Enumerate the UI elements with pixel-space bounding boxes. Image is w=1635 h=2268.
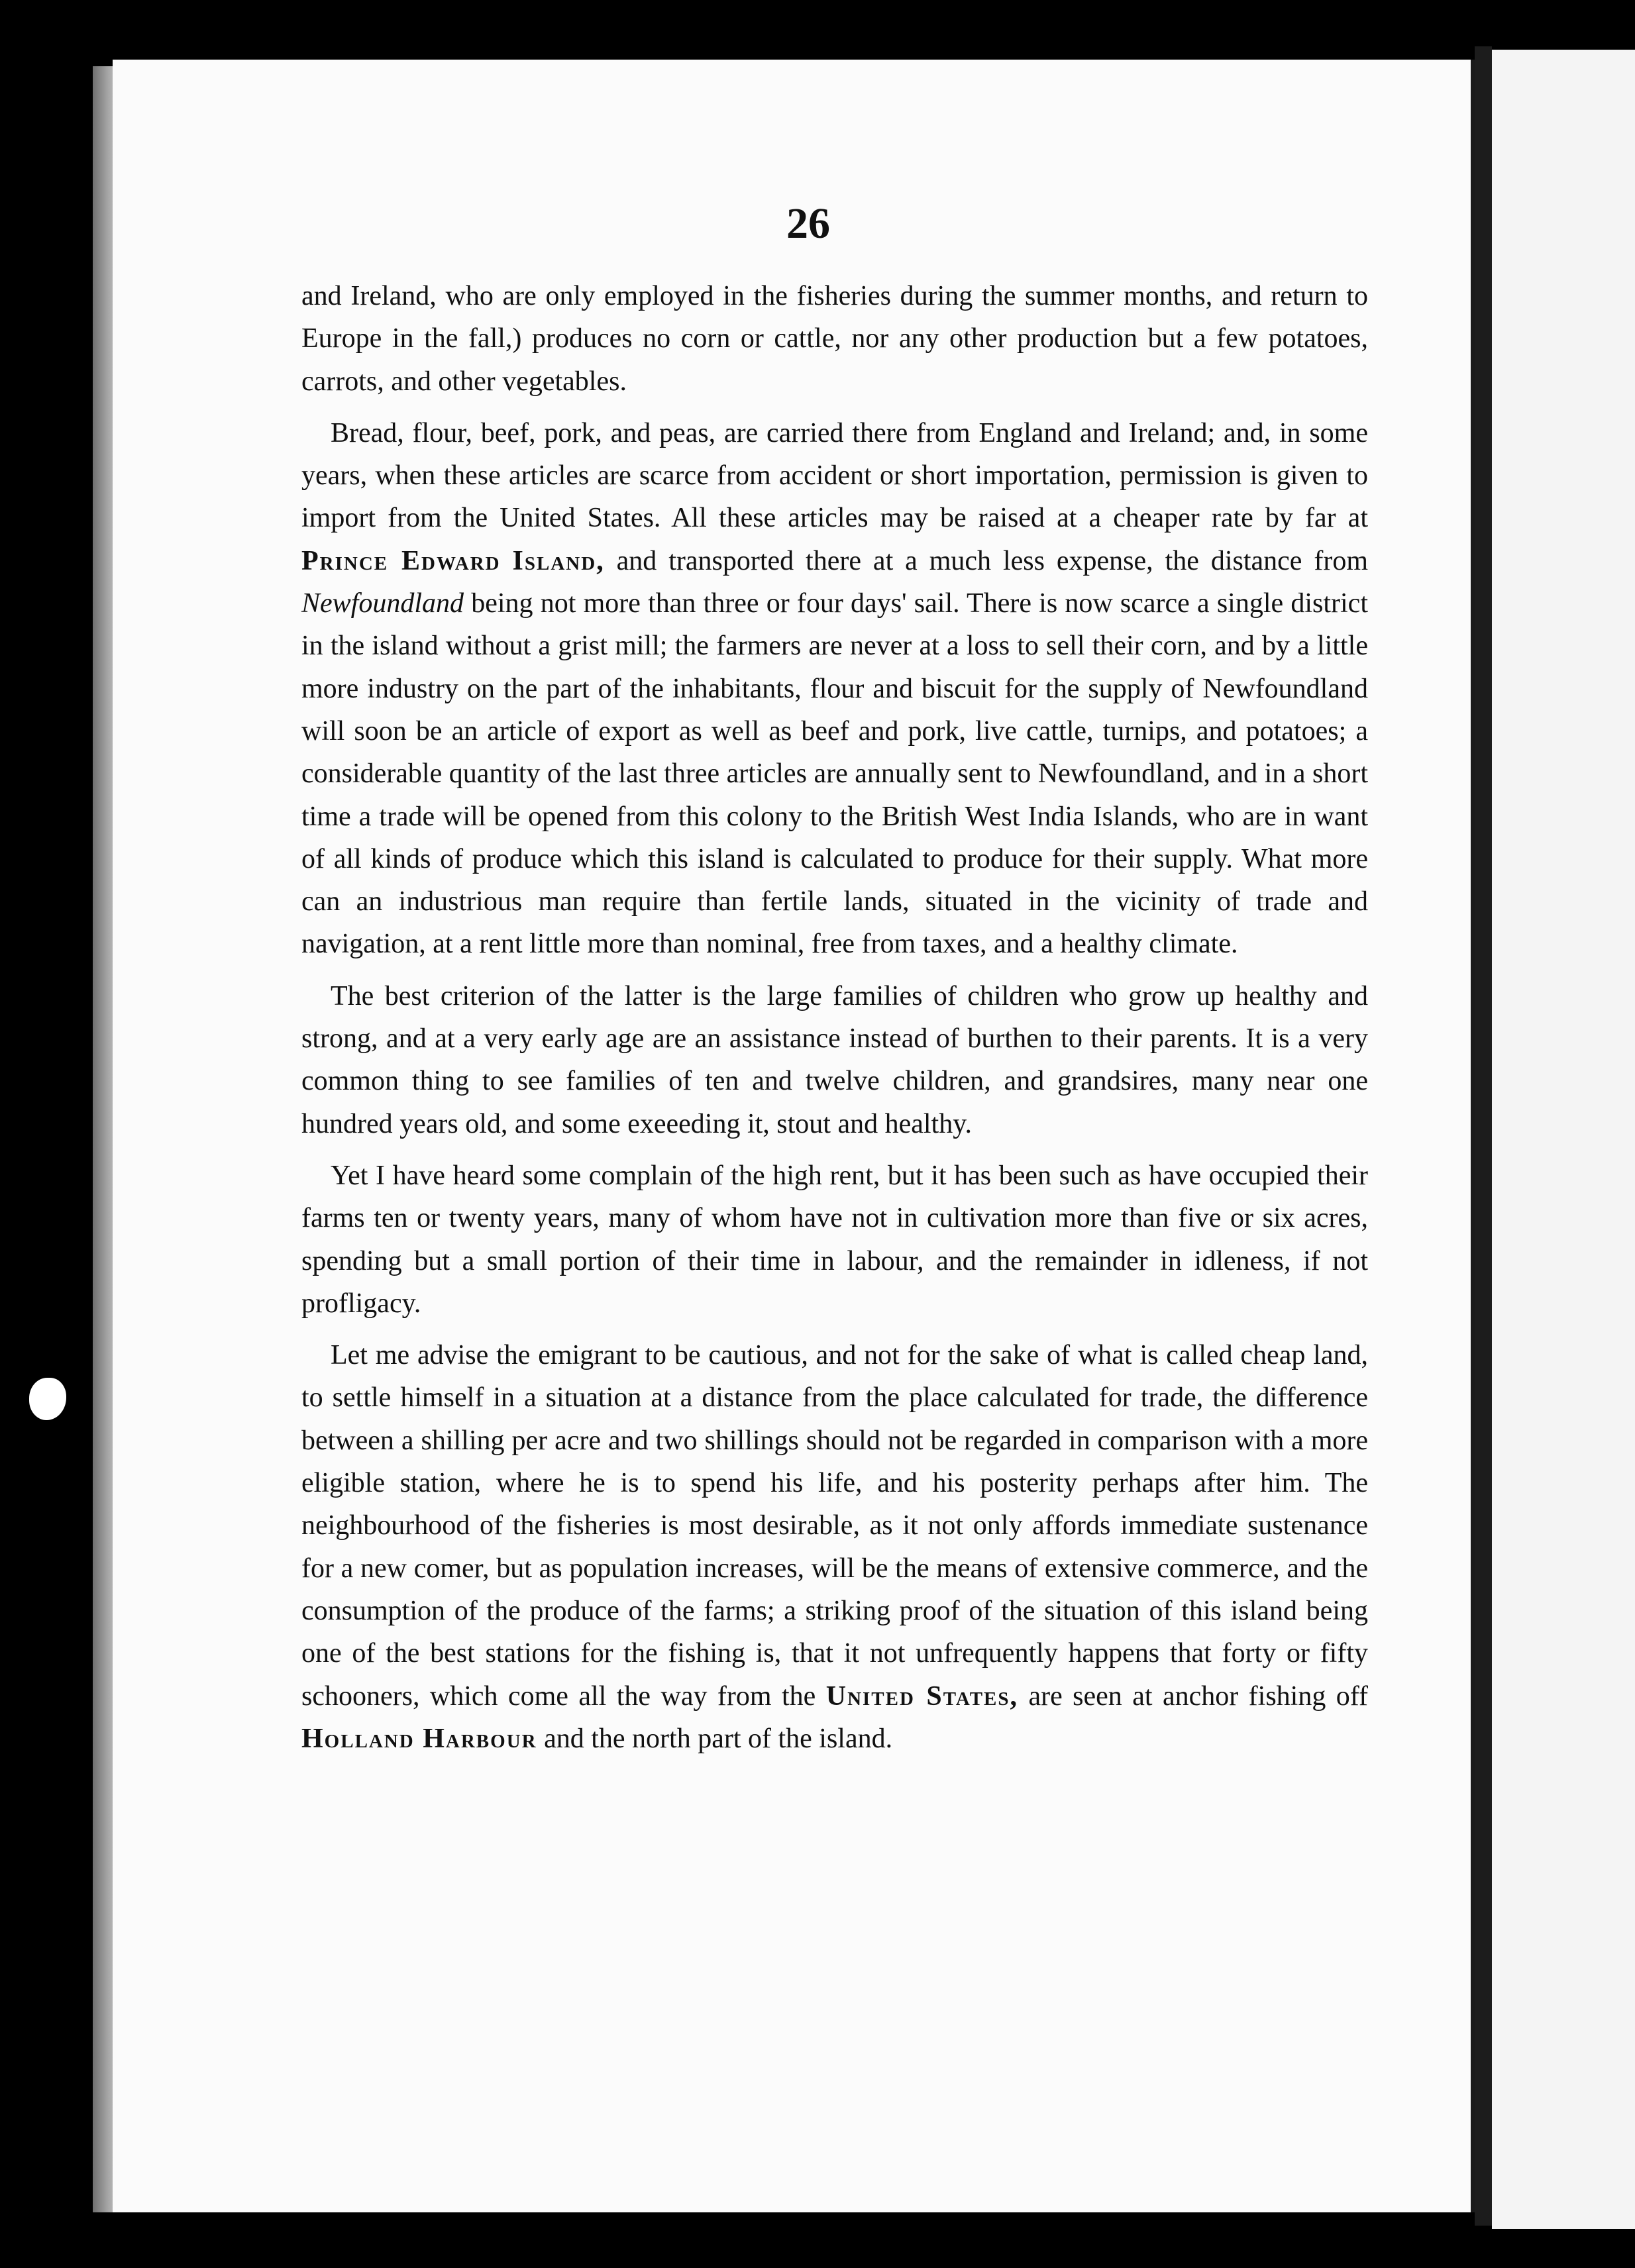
paragraph: Yet I have heard some complain of the high rent, but it has been such as have occupied their farms ten or twenty years, many of whom have not in cultivation more than five or six acres, spending but a small portion of their time in labour, and the remainder in idleness, if not profligacy. — [301, 1160, 1368, 1319]
page-number: 26 — [786, 199, 830, 248]
facing-page-edge — [1492, 50, 1635, 2229]
paragraph: and Ireland, who are only employed in the fisheries during the summer months, and return to Europe in the fall,) produces no corn or cattle, nor any other production but a few potatoes, carrots, and other vegetables. — [301, 281, 1368, 397]
paragraph: Bread, flour, beef, pork, and peas, are carried there from England and Ireland; and, in some years, when these articles are scarce from accident or short importation, permission is given to import from the United States. All these articles may be raised at a cheaper rate by far at Prince Edward Island, and transported there at a much less expense, the distance from Newfoundland being not more than three or four days' sail. There is now scarce a single district in the island without a grist mill; the farmers are never at a loss to sell their corn, and by a little more industry on the part of the inhabitants, flour and biscuit for the supply of Newfoundland will soon be an article of export as well as beef and pork, live cattle, turnips, and potatoes; a considerable quantity of the last three articles are annually sent to Newfoundland, and in a short time a trade will be opened from this colony to the British West India Islands, who are in want of all kinds of produce which this island is calculated to produce for their supply. What more can an industrious man require than fertile lands, situated in the vicinity of trade and navigation, at a rent little more than nominal, free from taxes, and a healthy climate. — [301, 417, 1368, 960]
paragraph: The best criterion of the latter is the large families of children who grow up healthy and strong, and at a very early age are an assistance instead of burthen to their parents. It is a very common thing to see families of ten and twelve children, and grandsires, many near one hundred years old, and some exeeeding it, stout and healthy. — [301, 980, 1368, 1139]
paragraph: Let me advise the emigrant to be cautious, and not for the sake of what is called cheap land, to settle himself in a situation at a distance from the place calculated for trade, the difference between a shilling per acre and two shillings should not be regarded in comparison with a more eligible station, where he is to spend his life, and his posterity perhaps after him. The neighbourhood of the fisheries is most desirable, as it not only affords immediate sustenance for a new comer, but as population increases, will be the means of extensive commerce, and the consumption of the produce of the farms; a striking proof of the situation of this island being one of the best stations for the fishing is, that it not unfrequently happens that forty or fifty schooners, which come all the way from the United States, are seen at anchor fishing off Holland Harbour and the north part of the island. — [301, 1340, 1368, 1754]
scan-blot — [29, 1378, 66, 1420]
body-text — [301, 275, 1368, 1769]
page-edge — [1475, 46, 1492, 2226]
